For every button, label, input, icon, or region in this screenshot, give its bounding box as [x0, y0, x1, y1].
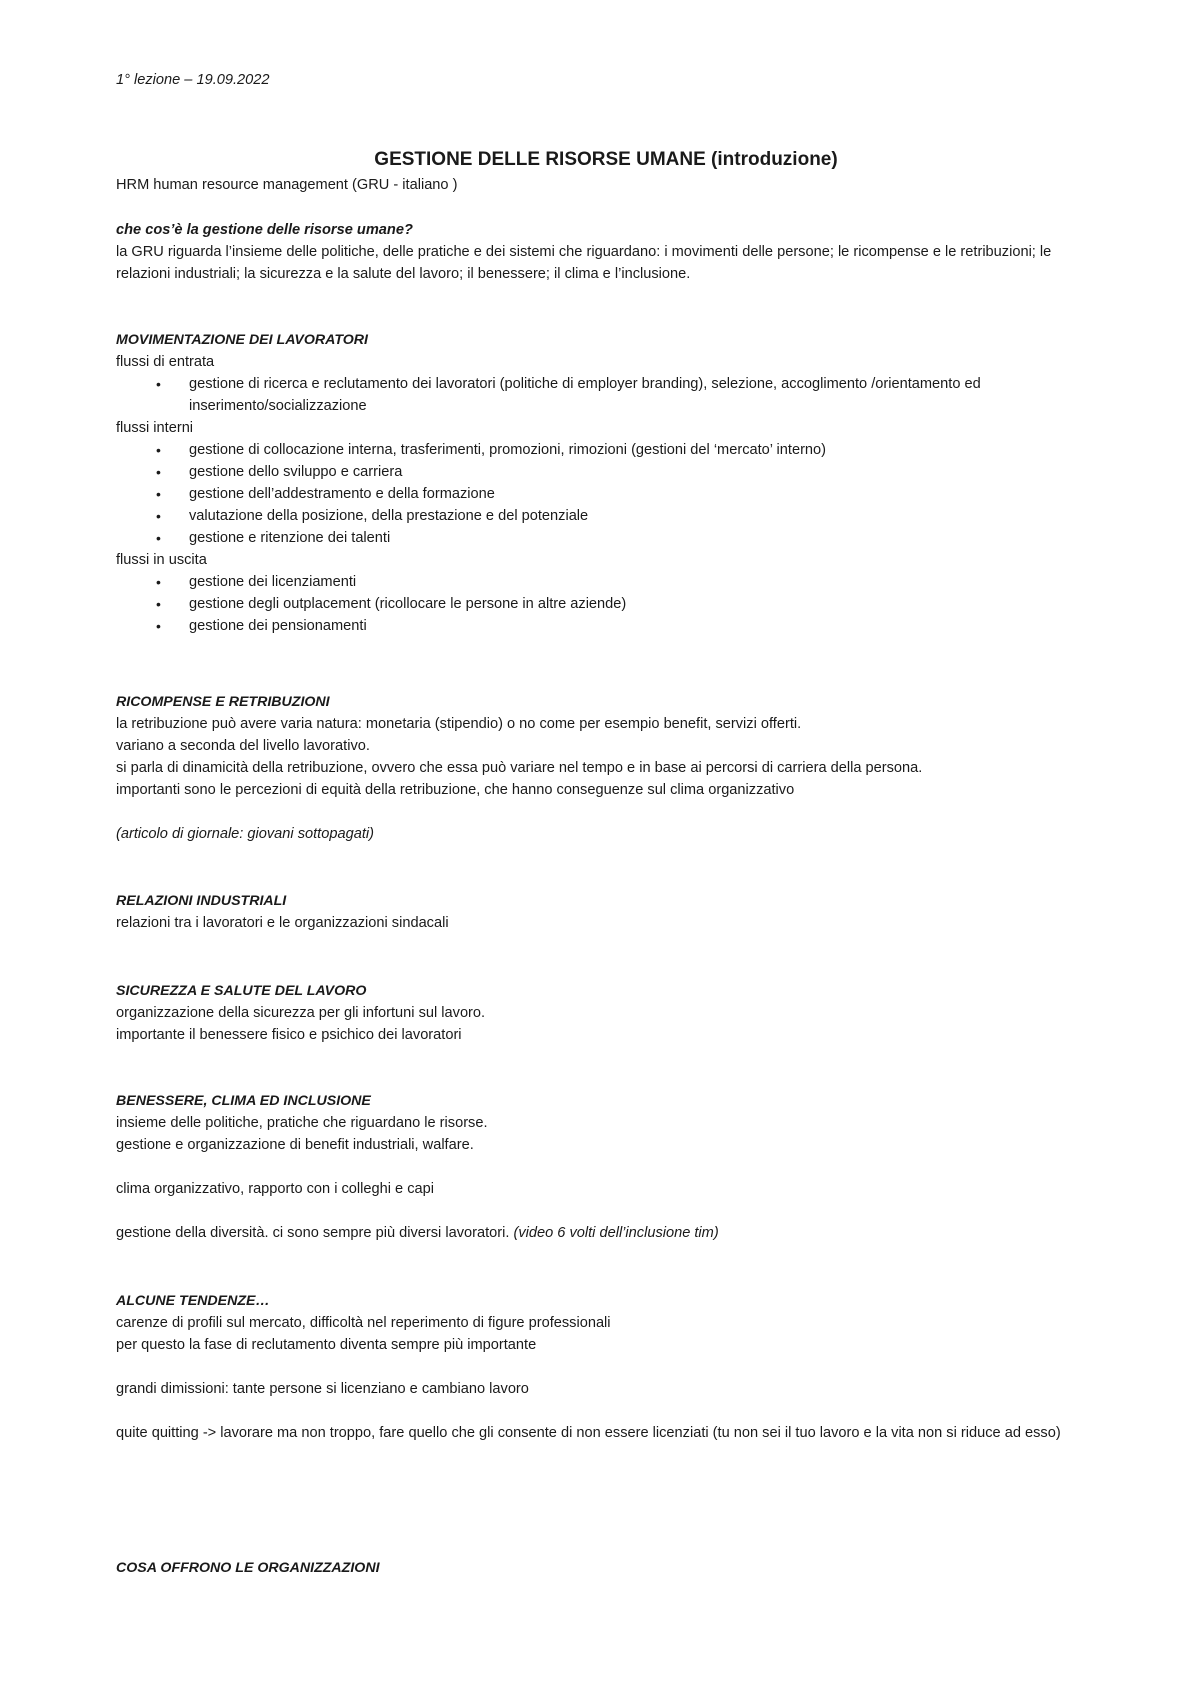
paragraph-line: quite quitting -> lavorare ma non troppo, fare quello che gli consente di non essere licenziati (tu non sei il tuo lavoro e la vita non si riduce ad esso): [116, 1425, 1061, 1441]
paragraph-line: grandi dimissioni: tante persone si licenziano e cambiano lavoro: [116, 1381, 529, 1397]
paragraph-line: la retribuzione può avere varia natura: monetaria (stipendio) o no come per esempio benefit, servizi offerti.: [116, 716, 802, 732]
ricompense-section: [116, 691, 1096, 845]
section-heading: COSA OFFRONO LE ORGANIZZAZIONI: [116, 1560, 380, 1576]
bullet-icon: •: [156, 596, 161, 612]
entrata-list: [116, 373, 1096, 417]
list-item: • valutazione della posizione, della prestazione e del potenziale: [116, 505, 1096, 527]
paragraph-line: si parla di dinamicità della retribuzione, ovvero che essa può variare nel tempo e in base ai percorsi di carriera della persona.: [116, 760, 923, 776]
movimentazione-section: [116, 329, 1096, 637]
paragraph-line: per questo la fase di reclutamento diventa sempre più importante: [116, 1337, 537, 1353]
subtitle-block: [116, 174, 1096, 196]
bullet-icon: •: [156, 574, 161, 590]
interni-list: [116, 439, 1096, 549]
intro-question: che cos’è la gestione delle risorse umane?: [116, 222, 413, 238]
section-heading: ALCUNE TENDENZE…: [116, 1293, 270, 1309]
flow-label: flussi interni: [116, 420, 194, 436]
article-note: (articolo di giornale: giovani sottopagati): [116, 826, 374, 842]
paragraph-line: variano a seconda del livello lavorativo.: [116, 738, 370, 754]
tendenze-section: [116, 1290, 1096, 1444]
subtitle: HRM human resource management (GRU - italiano ): [116, 177, 458, 193]
section-heading: MOVIMENTAZIONE DEI LAVORATORI: [116, 332, 368, 348]
section-heading: BENESSERE, CLIMA ED INCLUSIONE: [116, 1093, 371, 1109]
paragraph-line: organizzazione della sicurezza per gli infortuni sul lavoro.: [116, 1005, 486, 1021]
list-item: • gestione di collocazione interna, trasferimenti, promozioni, rimozioni (gestioni del ‘mercato’ interno): [116, 439, 1096, 461]
paragraph-line: insieme delle politiche, pratiche che riguardano le risorse.: [116, 1115, 488, 1131]
video-note: (video 6 volti dell’inclusione tim): [513, 1225, 719, 1241]
section-heading: RICOMPENSE E RETRIBUZIONI: [116, 694, 330, 710]
bullet-icon: •: [156, 530, 161, 546]
section-heading: SICUREZZA E SALUTE DEL LAVORO: [116, 983, 367, 999]
lecture-date: 1° lezione – 19.09.2022: [116, 72, 270, 88]
page-title: GESTIONE DELLE RISORSE UMANE (introduzione): [374, 149, 838, 170]
bullet-icon: •: [156, 486, 161, 502]
paragraph-line: importante il benessere fisico e psichico dei lavoratori: [116, 1027, 462, 1043]
intro-text: la GRU riguarda l’insieme delle politiche, delle pratiche e dei sistemi che riguardano: i movimenti delle persone; le ricompense e le retribuzioni; le relazioni industriali; la sicurezza e la salute del lavoro; il benessere; il clima e l’inclusione.: [116, 244, 1052, 282]
list-item: • gestione dei pensionamenti: [116, 615, 1096, 637]
uscita-list: [116, 571, 1096, 637]
list-item: • gestione dello sviluppo e carriera: [116, 461, 1096, 483]
offrono-section: [116, 1557, 1096, 1579]
flow-label: flussi di entrata: [116, 354, 215, 370]
diversity-line: [116, 1222, 1096, 1244]
paragraph-line: gestione e organizzazione di benefit industriali, walfare.: [116, 1137, 474, 1153]
bullet-icon: •: [156, 376, 161, 392]
list-item: • gestione degli outplacement (ricollocare le persone in altre aziende): [116, 593, 1096, 615]
benessere-section: [116, 1090, 1096, 1244]
list-item: • gestione e ritenzione dei talenti: [116, 527, 1096, 549]
paragraph-line: carenze di profili sul mercato, difficoltà nel reperimento di figure professionali: [116, 1315, 611, 1331]
diversity-text: gestione della diversità. ci sono sempre più diversi lavoratori.: [116, 1225, 510, 1241]
flow-label: flussi in uscita: [116, 552, 207, 568]
list-item: • gestione dell’addestramento e della formazione: [116, 483, 1096, 505]
bullet-icon: •: [156, 618, 161, 634]
bullet-icon: •: [156, 508, 161, 524]
relazioni-section: [116, 890, 1096, 934]
list-item: • gestione di ricerca e reclutamento dei lavoratori (politiche di employer branding), selezione, accoglimento /orientamento ed inserimento/socializzazione: [116, 373, 1096, 417]
paragraph-line: importanti sono le percezioni di equità della retribuzione, che hanno conseguenze sul clima organizzativo: [116, 782, 795, 798]
list-item: • gestione dei licenziamenti: [116, 571, 1096, 593]
bullet-icon: •: [156, 442, 161, 458]
bullet-icon: •: [156, 464, 161, 480]
intro-section: [116, 219, 1096, 285]
paragraph-line: relazioni tra i lavoratori e le organizzazioni sindacali: [116, 915, 449, 931]
section-heading: RELAZIONI INDUSTRIALI: [116, 893, 287, 909]
sicurezza-section: [116, 980, 1096, 1046]
paragraph-line: clima organizzativo, rapporto con i colleghi e capi: [116, 1181, 434, 1197]
